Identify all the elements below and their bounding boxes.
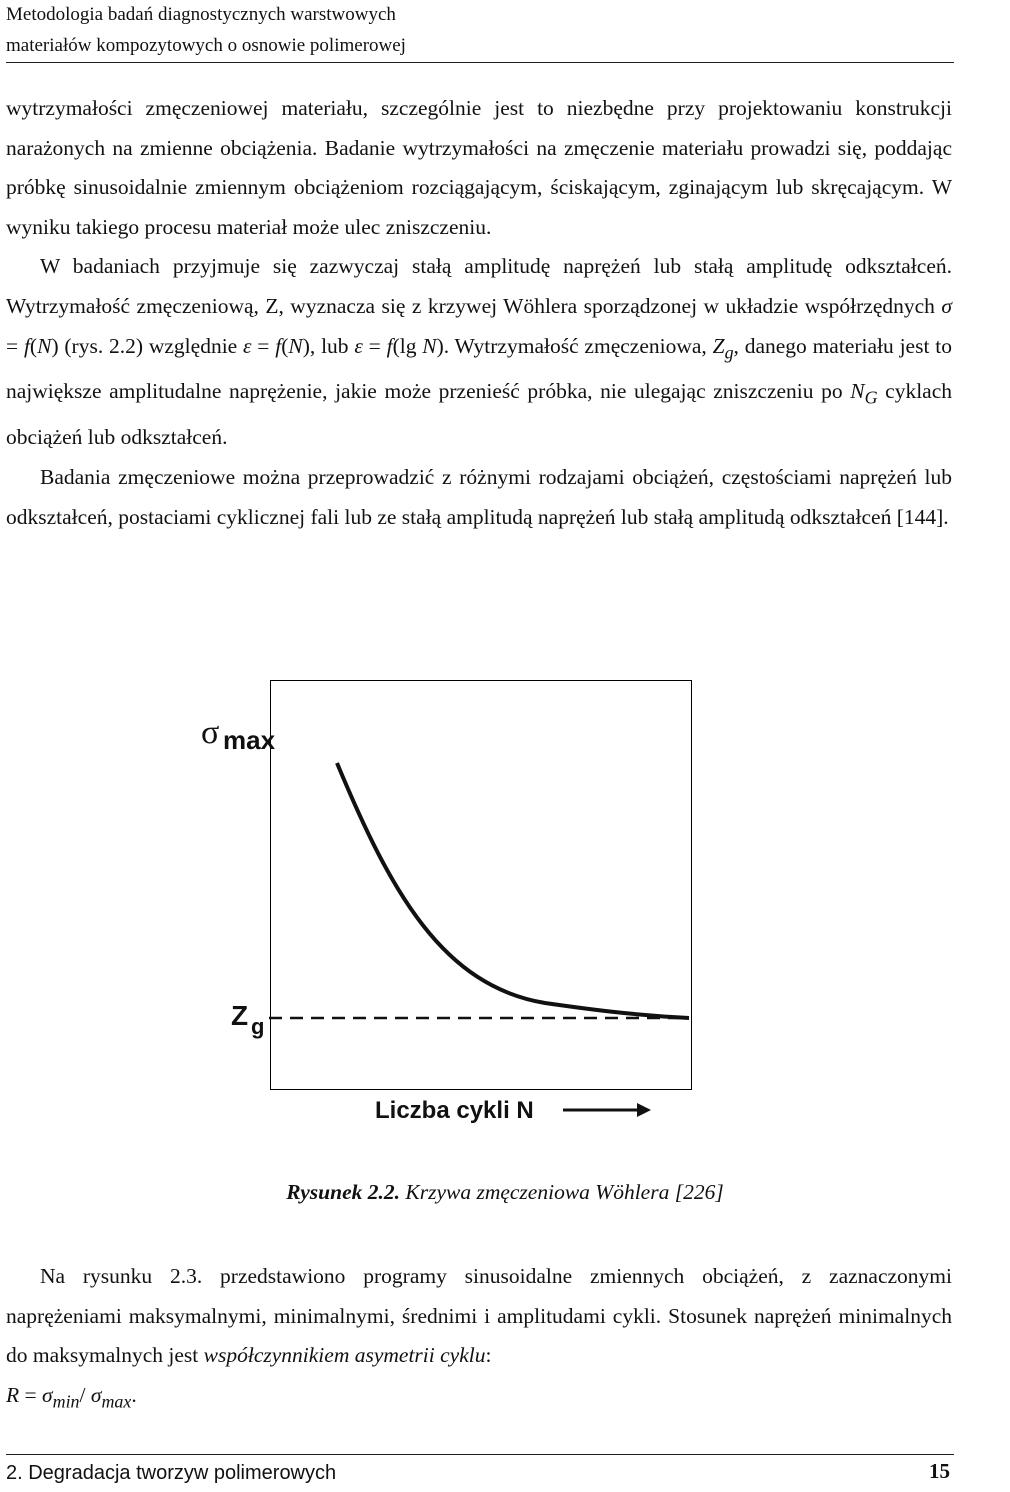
body-text <box>6 89 952 537</box>
page-number: 15 <box>929 1459 950 1483</box>
header-title-line2: materiałów kompozytowych o osnowie polimerowej <box>6 35 406 56</box>
fatigue-limit-label: Z <box>231 1000 249 1031</box>
y-axis-label: σ <box>201 714 220 751</box>
paragraph-3: Badania zmęczeniowe można przeprowadzić z różnymi rodzajami obciążeń, częstościami naprężeń lub odkształceń, postaciami cyklicznej fali lub ze stałą amplitudą naprężeń lub stałą amplitudą odkształceń [144]. <box>6 464 952 529</box>
y-axis-label-subscript: max <box>223 725 276 755</box>
figure-woehler-curve <box>201 680 692 1124</box>
fatigue-curve <box>337 763 689 1018</box>
figure-caption <box>0 1180 1010 1205</box>
header-title-line1: Metodologia badań diagnostycznych warstwowych <box>6 4 396 25</box>
paragraph-4: Na rysunku 2.3. przedstawiono programy sinusoidalne zmiennych obciążeń, z zaznaczonymi naprężeniami maksymalnymi, minimalnymi, średnimi i amplitudami cykli. Stosunek naprężeń minimalnych do maksymalnych jest współczynnikiem asymetrii cyklu: $R = \sigma_{min}/$ $\sigma_{max}$. <box>6 1264 952 1412</box>
x-axis-arrow-head <box>637 1103 651 1117</box>
woehler-diagram <box>201 681 691 1124</box>
x-axis-label: Liczba cykli N <box>375 1097 534 1124</box>
body-text-2 <box>6 1257 952 1422</box>
footer-rule <box>6 1454 954 1455</box>
caption-number: Rysunek 2.2. <box>286 1180 400 1204</box>
fatigue-limit-label-subscript: g <box>251 1014 265 1039</box>
footer-chapter: 2. Degradacja tworzyw polimerowych <box>6 1462 337 1484</box>
caption-title: Krzywa zmęczeniowa Wöhlera [226] <box>400 1180 724 1204</box>
paragraph-1: wytrzymałości zmęczeniowej materiału, szczególnie jest to niezbędne przy projektowaniu konstrukcji narażonych na zmienne obciążenia. Badanie wytrzymałości na zmęczenie materiału prowadzi się, poddając próbkę sinusoidalnie zmiennym obciążeniom rozciągającym, ściskającym, zginającym lub skręcającym. W wyniku takiego procesu materiał może ulec zniszczeniu. <box>6 96 952 239</box>
running-header <box>6 0 954 63</box>
paragraph-2: W badaniach przyjmuje się zazwyczaj stałą amplitudę naprężeń lub stałą amplitudę odkształceń. Wytrzymałość zmęczeniową, Z, wyznacza się z krzywej Wöhlera sporządzonej w układzie współrzędnych σ = f(N) (rys. 2.2) względnie ε = f(N), lub ε = f(lg N). Wytrzymałość zmęczeniowa, $Z_g$, danego materiału jest to największe amplitudalne naprężenie, jakie może przenieść próbka, nie ulegając zniszczeniu po $N_G$ cyklach obciążeń lub odkształceń. <box>6 254 952 450</box>
